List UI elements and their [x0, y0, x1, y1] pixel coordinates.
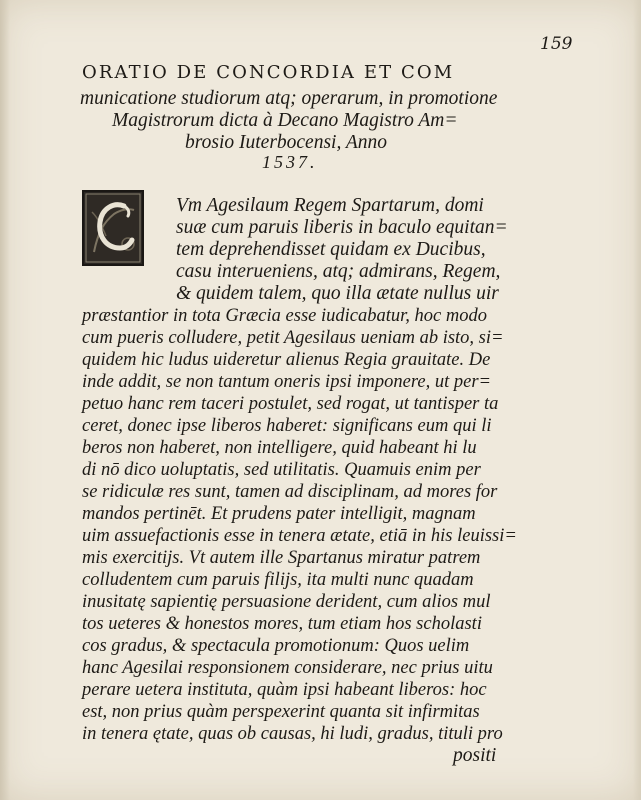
body-line: se ridiculæ res sunt, tamen ad disciplinam, ad mores for [82, 482, 498, 502]
page-edge-right [633, 0, 641, 800]
title-caps-line: ORATIO DE CONCORDIA ET COM [82, 62, 455, 83]
body-line: casu interueniens, atq; admirans, Regem, [176, 261, 501, 282]
body-line: cos gradus, & spectacula promotionum: Quos uelim [82, 636, 470, 656]
body-line: di nō dico uoluptatis, sed utilitatis. Quamuis enim per [82, 460, 481, 480]
body-line: suæ cum paruis liberis in baculo equitan= [176, 217, 508, 238]
body-line: cum pueris colludere, petit Agesilaus ueniam ab isto, si= [82, 328, 504, 348]
body-line: quidem hic ludus uideretur alienus Regia grauitate. De [82, 350, 491, 370]
page-edge-left [0, 0, 10, 800]
body-line: tos ueteres & honestos mores, tum etiam hos scholasti [82, 614, 482, 634]
body-line: & quidem talem, quo illa ætate nullus uir [176, 283, 499, 304]
title-line-2: Magistrorum dicta à Decano Magistro Am= [112, 110, 458, 131]
title-line-1: municatione studiorum atq; operarum, in promotione [80, 88, 498, 109]
body-line: colludentem cum paruis filijs, ita multi nunc quadam [82, 570, 474, 590]
body-line: Vm Agesilaum Regem Spartarum, domi [176, 195, 484, 216]
body-line: in tenera ętate, quas ob causas, hi ludi, gradus, tituli pro [82, 724, 503, 744]
body-line: hanc Agesilai responsionem considerare, nec prius uitu [82, 658, 493, 678]
page-number: 159 [540, 34, 573, 54]
body-line: petuo hanc rem taceri postulet, sed rogat, ut tantisper ta [82, 394, 499, 414]
body-line: tem deprehendisset quidam ex Ducibus, [176, 239, 486, 260]
body-line: uim assuefactionis esse in tenera ætate, etiā in his leuissi= [82, 526, 517, 546]
title-line-3: brosio Iuterbocensi, Anno [185, 132, 388, 153]
decorated-initial-art [84, 192, 142, 264]
decorated-initial-c [82, 190, 144, 266]
body-line: perare uetera instituta, quàm ipsi habeant liberos: hoc [82, 680, 487, 700]
body-line: est, non prius quàm perspexerint quanta sit infirmitas [82, 702, 480, 722]
body-line: mis exercitijs. Vt autem ille Spartanus miratur patrem [82, 548, 481, 568]
body-line: præstantior in tota Græcia esse iudicabatur, hoc modo [82, 306, 487, 326]
body-line: ceret, donec ipse liberos haberet: significans eum qui li [82, 416, 492, 436]
body-line: mandos pertinēt. Et prudens pater intelligit, magnam [82, 504, 476, 524]
title-year: 1537. [262, 152, 318, 172]
body-line: beros non haberet, non intelligere, quid habeant hi lu [82, 438, 477, 458]
body-line: inusitatę sapientię persuasione derident, cum alios mul [82, 592, 491, 612]
body-line: inde addit, se non tantum oneris ipsi imponere, ut per= [82, 372, 492, 392]
catchword: positi [453, 745, 497, 766]
